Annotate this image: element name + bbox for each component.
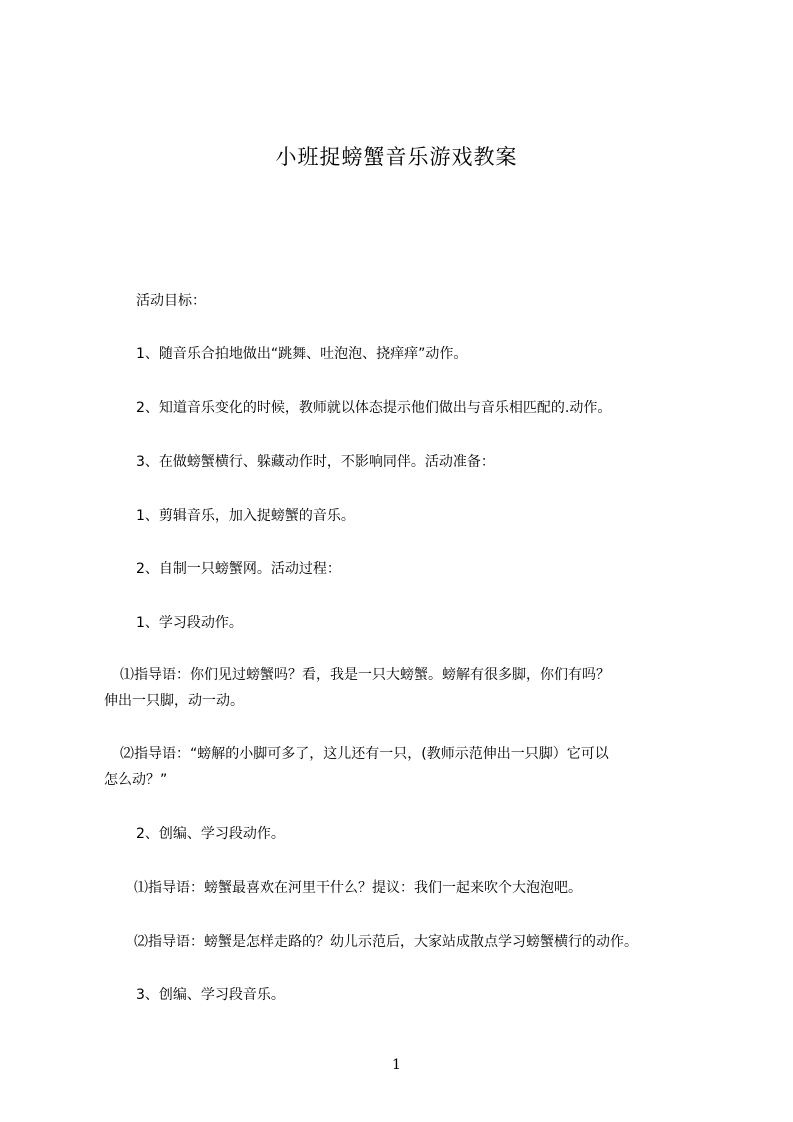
paragraph: ⑴指导语：螃蟹最喜欢在河里干什么？提议：我们一起来吹个大泡泡吧。 [134, 880, 582, 896]
paragraph-line: 怎么动？” [104, 772, 168, 788]
document-title: 小班捉螃蟹音乐游戏教案 [275, 145, 518, 169]
paragraph-line: ⑴指导语：你们见过螃蟹吗？看，我是一只大螃蟹。螃解有很多脚，你们有吗？ [120, 667, 610, 683]
paragraph: 1、学习段动作。 [136, 615, 243, 631]
paragraph: 3、创编、学习段音乐。 [136, 987, 285, 1003]
paragraph: 2、知道音乐变化的时候，教师就以体态提示他们做出与音乐相匹配的.动作。 [136, 400, 612, 416]
paragraph: 1、随音乐合拍地做出“跳舞、吐泡泡、挠痒痒”动作。 [136, 346, 468, 362]
section-heading-objectives: 活动目标： [136, 293, 206, 309]
paragraph: ⑵指导语：螃蟹是怎样走路的？幼儿示范后，大家站成散点学习螃蟹横行的动作。 [134, 934, 638, 950]
paragraph: 2、创编、学习段动作。 [136, 826, 285, 842]
paragraph-line: ⑵指导语：“螃解的小脚可多了，这儿还有一只，(教师示范伸出一只脚）它可以 [120, 746, 609, 762]
paragraph-line: 伸出一只脚，动一动。 [104, 693, 244, 709]
paragraph: 1、剪辑音乐，加入捉螃蟹的音乐。 [136, 508, 355, 524]
page-number: 1 [392, 1057, 401, 1073]
paragraph: 3、在做螃蟹横行、躲藏动作时，不影响同伴。活动准备： [136, 454, 495, 470]
paragraph: 2、自制一只螃蟹网。活动过程： [136, 561, 341, 577]
